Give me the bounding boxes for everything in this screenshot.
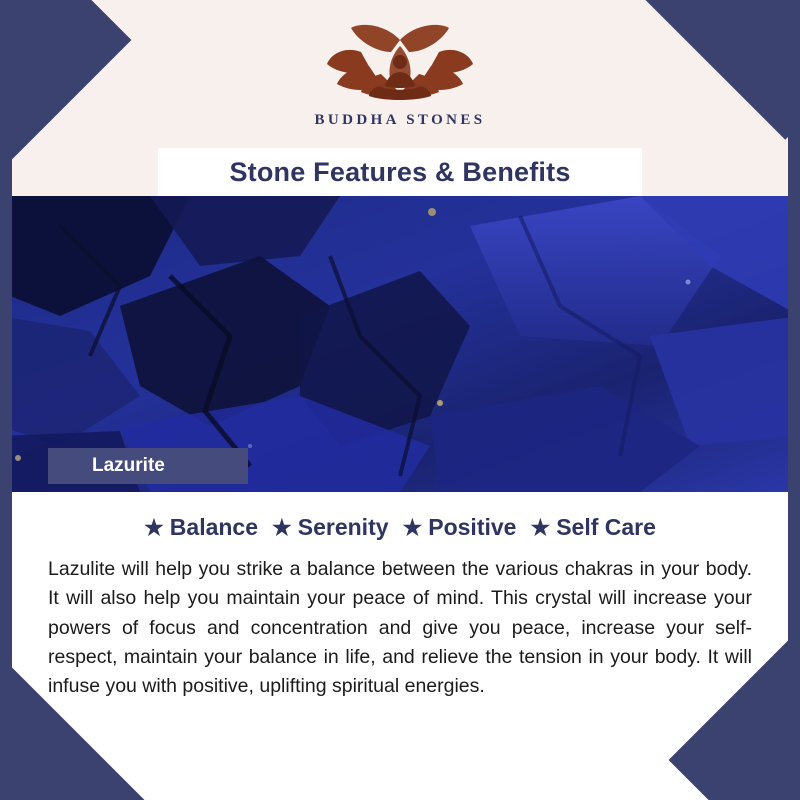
- content-panel: [12, 492, 788, 772]
- feature-label: Serenity: [297, 514, 389, 540]
- feature-label: Positive: [428, 514, 517, 540]
- brand-name: BUDDHA STONES: [314, 112, 486, 128]
- feature-item: [403, 514, 517, 541]
- feature-item: [272, 514, 389, 541]
- feature-item: [530, 514, 655, 541]
- feature-label: Balance: [169, 514, 259, 540]
- star-icon: ★: [272, 514, 292, 540]
- feature-item: [144, 514, 258, 541]
- star-icon: ★: [530, 514, 551, 540]
- stone-name-tag: [48, 448, 248, 484]
- star-icon: ★: [144, 514, 164, 540]
- lotus-meditation-icon: [325, 22, 475, 106]
- brand-logo: [314, 22, 485, 129]
- stone-name-text: Lazurite: [92, 455, 165, 476]
- star-icon: ★: [402, 514, 423, 540]
- feature-label: Self Care: [556, 514, 656, 540]
- feature-list: [48, 514, 752, 541]
- page-title-text: Stone Features & Benefits: [229, 156, 571, 187]
- description-text: Lazulite will help you strike a balance between the various chakras in your body. It will also help you maintain your peace of mind. This crystal will increase your powers of focus and concentration and give you peace, increase your self-respect, maintain your balance in life, and relieve the tension in your body. It will infuse you with positive, uplifting spiritual energies.: [48, 558, 752, 697]
- page-title: [158, 148, 642, 196]
